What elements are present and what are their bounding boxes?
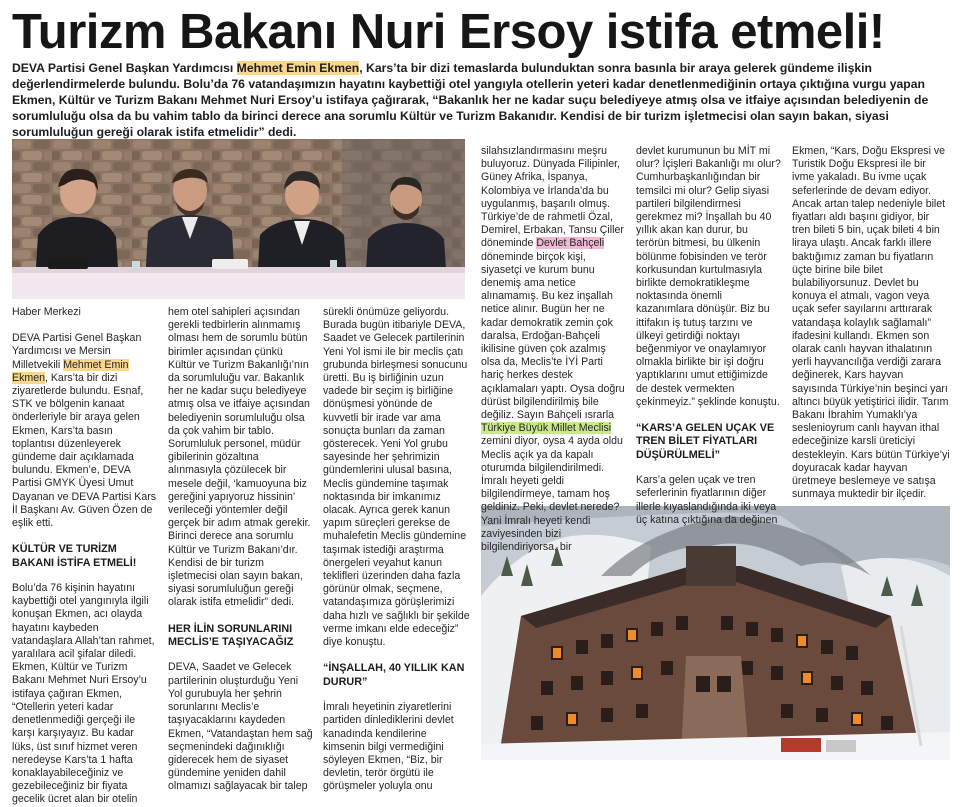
paragraph-text: döneminde birçok kişi, siyasetçi ve kurum bunu denemiş ama netice alınamamış. Bu kez inşallah netice alınır. Bugün her ne kadar demokratik zemin çok daralsa, Erdoğan-Bahçeli ikilisine güven çok azalmış olsa da, Meclis’te İYİ Parti hariç herkes destek açıklamaları yaptı. Oysa doğru dürüst bilgilendirilmiş bile değiliz. Sayın Bahçeli ısrarla (481, 250, 625, 422)
article-column-2 (168, 306, 313, 793)
section-subheading: KÜLTÜR VE TURİZM BAKANI İSTİFA ETMELİ! (12, 543, 137, 569)
paragraph-text: DEVA Partisi Genel Başkan Yardımcısı ve Mersin Milletvekili (12, 332, 142, 371)
article-lead (12, 60, 950, 140)
article-column-5 (636, 145, 782, 526)
section-subheading: HER İLİN SORUNLARINI MECLİS’E TAŞIYACAĞIZ (168, 622, 294, 649)
article-column-1 (12, 306, 158, 806)
paragraph-text: silahsızlandırmasını meşru buluyoruz. Dünyada Filipinler, Güney Afrika, İspanya, Kolombiya ve İrlanda’da bu uygulanmış, başarılı olmuş. Türkiye’de de rahmetli Özal, Demirel, Erbakan, Tansu Çiller döneminde (481, 145, 624, 250)
section-subheading: “İNŞALLAH, 40 YILLIK KAN DURUR” (323, 662, 465, 688)
section-subheading: “KARS’A GELEN UÇAK VE TREN BİLET FİYATLARI DÜŞÜRÜLMELİ” (636, 422, 775, 461)
article-column-3 (323, 306, 470, 793)
article-column-6 (792, 145, 950, 501)
paragraph-text: , Kars’ta bir dizi ziyaretlerde bulundu. Esnaf, STK ve bölgenin kanaat önderleriyle bir araya gelen Ekmen, Kars’ta basın toplantısı düzenleyerek gündeme dair açıklamada bulundu. Ekmen’e, DEVA Partisi GMYK Üyesi Umut Dayanan ve DEVA Partisi Kars İl Başkanı Av. Güven Özen de eşlik etti. (12, 371, 157, 530)
paragraph: DEVA, Saadet ve Gelecek partilerinin oluşturduğu Yeni Yol gurubuyla her şehrin sorunlarını Meclis’e taşıyacaklarını kaydeden Ekmen, “Vatandaştan hem sağ seçmenindeki dağınıklığı giderecek hem de siyaset gündemine yeniden dahil olmamızı sağlayacak bir talep (168, 661, 313, 793)
highlight-tbmm: Türkiye Büyük Millet Meclisi (481, 422, 612, 435)
paragraph: Ekmen, “Kars, Doğu Ekspresi ve Turistik Doğu Ekspresi ile bir ivme yakaladı. Bu ivme uçak seferlerinde de devam ediyor. Ancak artan talep nedeniyle bilet fiyatları aldı başını gidiyor, bir tren bileti 5 bin, uçak bileti 4 bin liraya ulaştı. Ancak farklı illere baktığımız zaman bu fiyatların üçte birine bile bilet bulabiliyorsunuz. Devlet bu konuya el atmalı, vagon veya uçak sefer sayılarını arttırarak vatandaşa kolaylık sağlamalı” ifadesini kullandı. Ekmen son olarak canlı hayvan ithalatının yerli hayvancılığa verdiği zarara değinerek, Kars hayvan sayısında Türkiye’nin beşinci yarı altıncı büyük yetiştirici ilidir. Tarım Bakanı İbrahim Yumaklı’ya seslenioyrum canlı hayvan ithal edeceğinize karsli üreticiyi destekleyin. Kars bütün Türkiye’yi doyuracak kadar hayvan üretmeye beslemeye ve satışa sunmaya muktedir bir ilçedir. (792, 145, 950, 501)
paragraph (481, 145, 626, 554)
byline: Haber Merkezi (12, 306, 81, 318)
press-conference-photo (12, 139, 465, 299)
lead-text-b: , Kars’ta bir dizi temaslarda bulunduktan sonra basınla bir araya gelerek gündeme ilişkin değerlendirmelerde bulundu. Bolu’da 76 vatandaşımızın hayatını kaybettiği otel yangıyla otellerin yeteri kadar denetlenmediğinin ortaya çıktığına vurgu yapan Ekmen, Kültür ve Turizm Bakanı Mehmet Nuri Ersoy’u istifaya çağırarak, “Bakanlık her ne kadar suçu belediyeye atmış olsa ve itfaiye açısından belediyenin de sorumluluğu olsa da bu vahim tablo da birinci derece ana sorumlu Kültür ve Turizm Bakanıdır. Kendisi de bir turizm işletmecisi olan sayın bakan, siyasi sorumluluğun gereği olarak istifa etmelidir” dedi. (12, 61, 929, 139)
paragraph (12, 332, 158, 530)
paragraph-text: zemini diyor, oysa 4 ayda oldu Meclis açık ya da kapalı oturumda bilgilendirilmedi. İmralı heyeti geldi bilgilendirmeye, tamam hoş geldiniz. Peki, devlet nerede? Yani İmralı heyeti kendi zaviyesinden bizi bilgilendiriyorsa, bir (481, 435, 623, 554)
paragraph: İmralı heyetinin ziyaretlerini partiden dinlediklerini devlet kanadında kendilerine kimsenin bilgi vermediğini söyleyen Ekmen, “Biz, bir devletin, terör örgütü ile görüşmeler yoluyla onu (323, 701, 454, 793)
article-headline: Turizm Bakanı Nuri Ersoy istifa etmeli! (12, 5, 885, 59)
paragraph: hem otel sahipleri açısından gerekli tedbirlerin alınmamış olması hem de sorumlu bütün birimler açısından çünkü Kültür ve Turizm Bakanlığı’nın da sorumluluğu var. Bakanlık her ne kadar suçu belediyeye atmış olsa ve itfaiye açısından belediyenin sorumluluğu olsa da çok vahim bir tablo. Sorumluluk personel, müdür gibilerinin gözaltına alınmasıyla çözülecek bir mesele değil, ‘kamuoyuna biz gereğini yapıyoruz hissinin’ verileceği yöntemler değil gerçek bir adım atmak gerekir. Birinci derece ana sorumlu Kültür ve Turizm Bakanı’dır. Kendisi de bir turizm işletmecisi olan sayın bakan, siyasi sorumluluğun gereği olarak istifa etmelidir” dedi. (168, 306, 311, 609)
paragraph: sürekli önümüze geliyordu. Burada bugün itibariyle DEVA, Saadet ve Gelecek partilerinin Yeni Yol ismi ile bir meclis çatı grubunda birleşmesi sonucunu üretti. Bu iş birliğinin uzun vadede bir seçim iş birliğine dönüşmesi yönünde de kuvvetli bir irade var ama sonuçta bunları da zaman gösterecek. Yeni Yol grubu sayesinde her şehrimizin gündemlerini ulusal basına, Meclis gündemine taşımak noktasında bir imkanımız olacak. Ayrıca gerek kanun yapım süreçleri gerekse de muhalefetin Meclis gündemine taşımak istediği araştırma önergeleri veyahut kanun teklifleri üzerinden daha fazla görünür olmak, seçmene, vatandaşımıza görüşlerimizi daha hızlı ve sağlıklı bir şekilde verme imkanı elde edeceğiz” diye konuştu. (323, 306, 470, 649)
highlight-name: Mehmet Emin Ekmen (236, 61, 360, 75)
lead-text-a: DEVA Partisi Genel Başkan Yardımcısı (12, 61, 237, 75)
highlight-bahceli: Devlet Bahçeli (536, 237, 605, 250)
paragraph: Kars’a gelen uçak ve tren seferlerinin fiyatlarının diğer illerle kıyaslandığında iki veya üç katına çıktığına da değinen (636, 474, 778, 526)
article-column-4 (481, 145, 626, 554)
highlight-name: Mehmet Emin Ekmen (12, 358, 129, 384)
paragraph: devlet kurumunun bu MİT mi olur? İçişleri Bakanlığı mı olur? Cumhurbaşkanlığından bir temsilci mi olur? Gelip siyasi partileri bilgilendirmesi gerekmez mi? İnşallah bu 40 yıllık akan kan durur, bu terörün bitmesi, bu ülkenin bölünme fobisinden ve terör korkusundan kurtulmasıyla birlikte demokratikleşme noktasında önemli kazanımlara dönüşür. Biz bu ittifakın iş tutuş tarzını ve ülkeyi getirdiği noktayı beğenmiyor ve onaylamıyor olmakla birlikte bir işi doğru yaptıklarını umut ettiğimizde de destek vermekten çekinmeyiz.” şeklinde konuştu. (636, 145, 781, 408)
paragraph: Bolu’da 76 kişinin hayatını kaybettiği otel yangınıyla ilgili konuşan Ekmen, acı olayda hayatını kaybeden vatandaşlara Allah’tan rahmet, yaralılara acil şifalar diledi. Ekmen, Kültür ve Turizm Bakanı Mehmet Nuri Ersoy’u istifaya çağıran Ekmen, “Otellerin yeteri kadar denetlenmediği gerçeği ile karşı karşıyayız. Bu kadar lüks, üst sınıf hizmet veren neredeyse Kars’ta 1 hafta konaklayabileceğiniz ve gezebileceğiniz bir fiyata gecelik ücret alan bir otelin (12, 582, 155, 806)
